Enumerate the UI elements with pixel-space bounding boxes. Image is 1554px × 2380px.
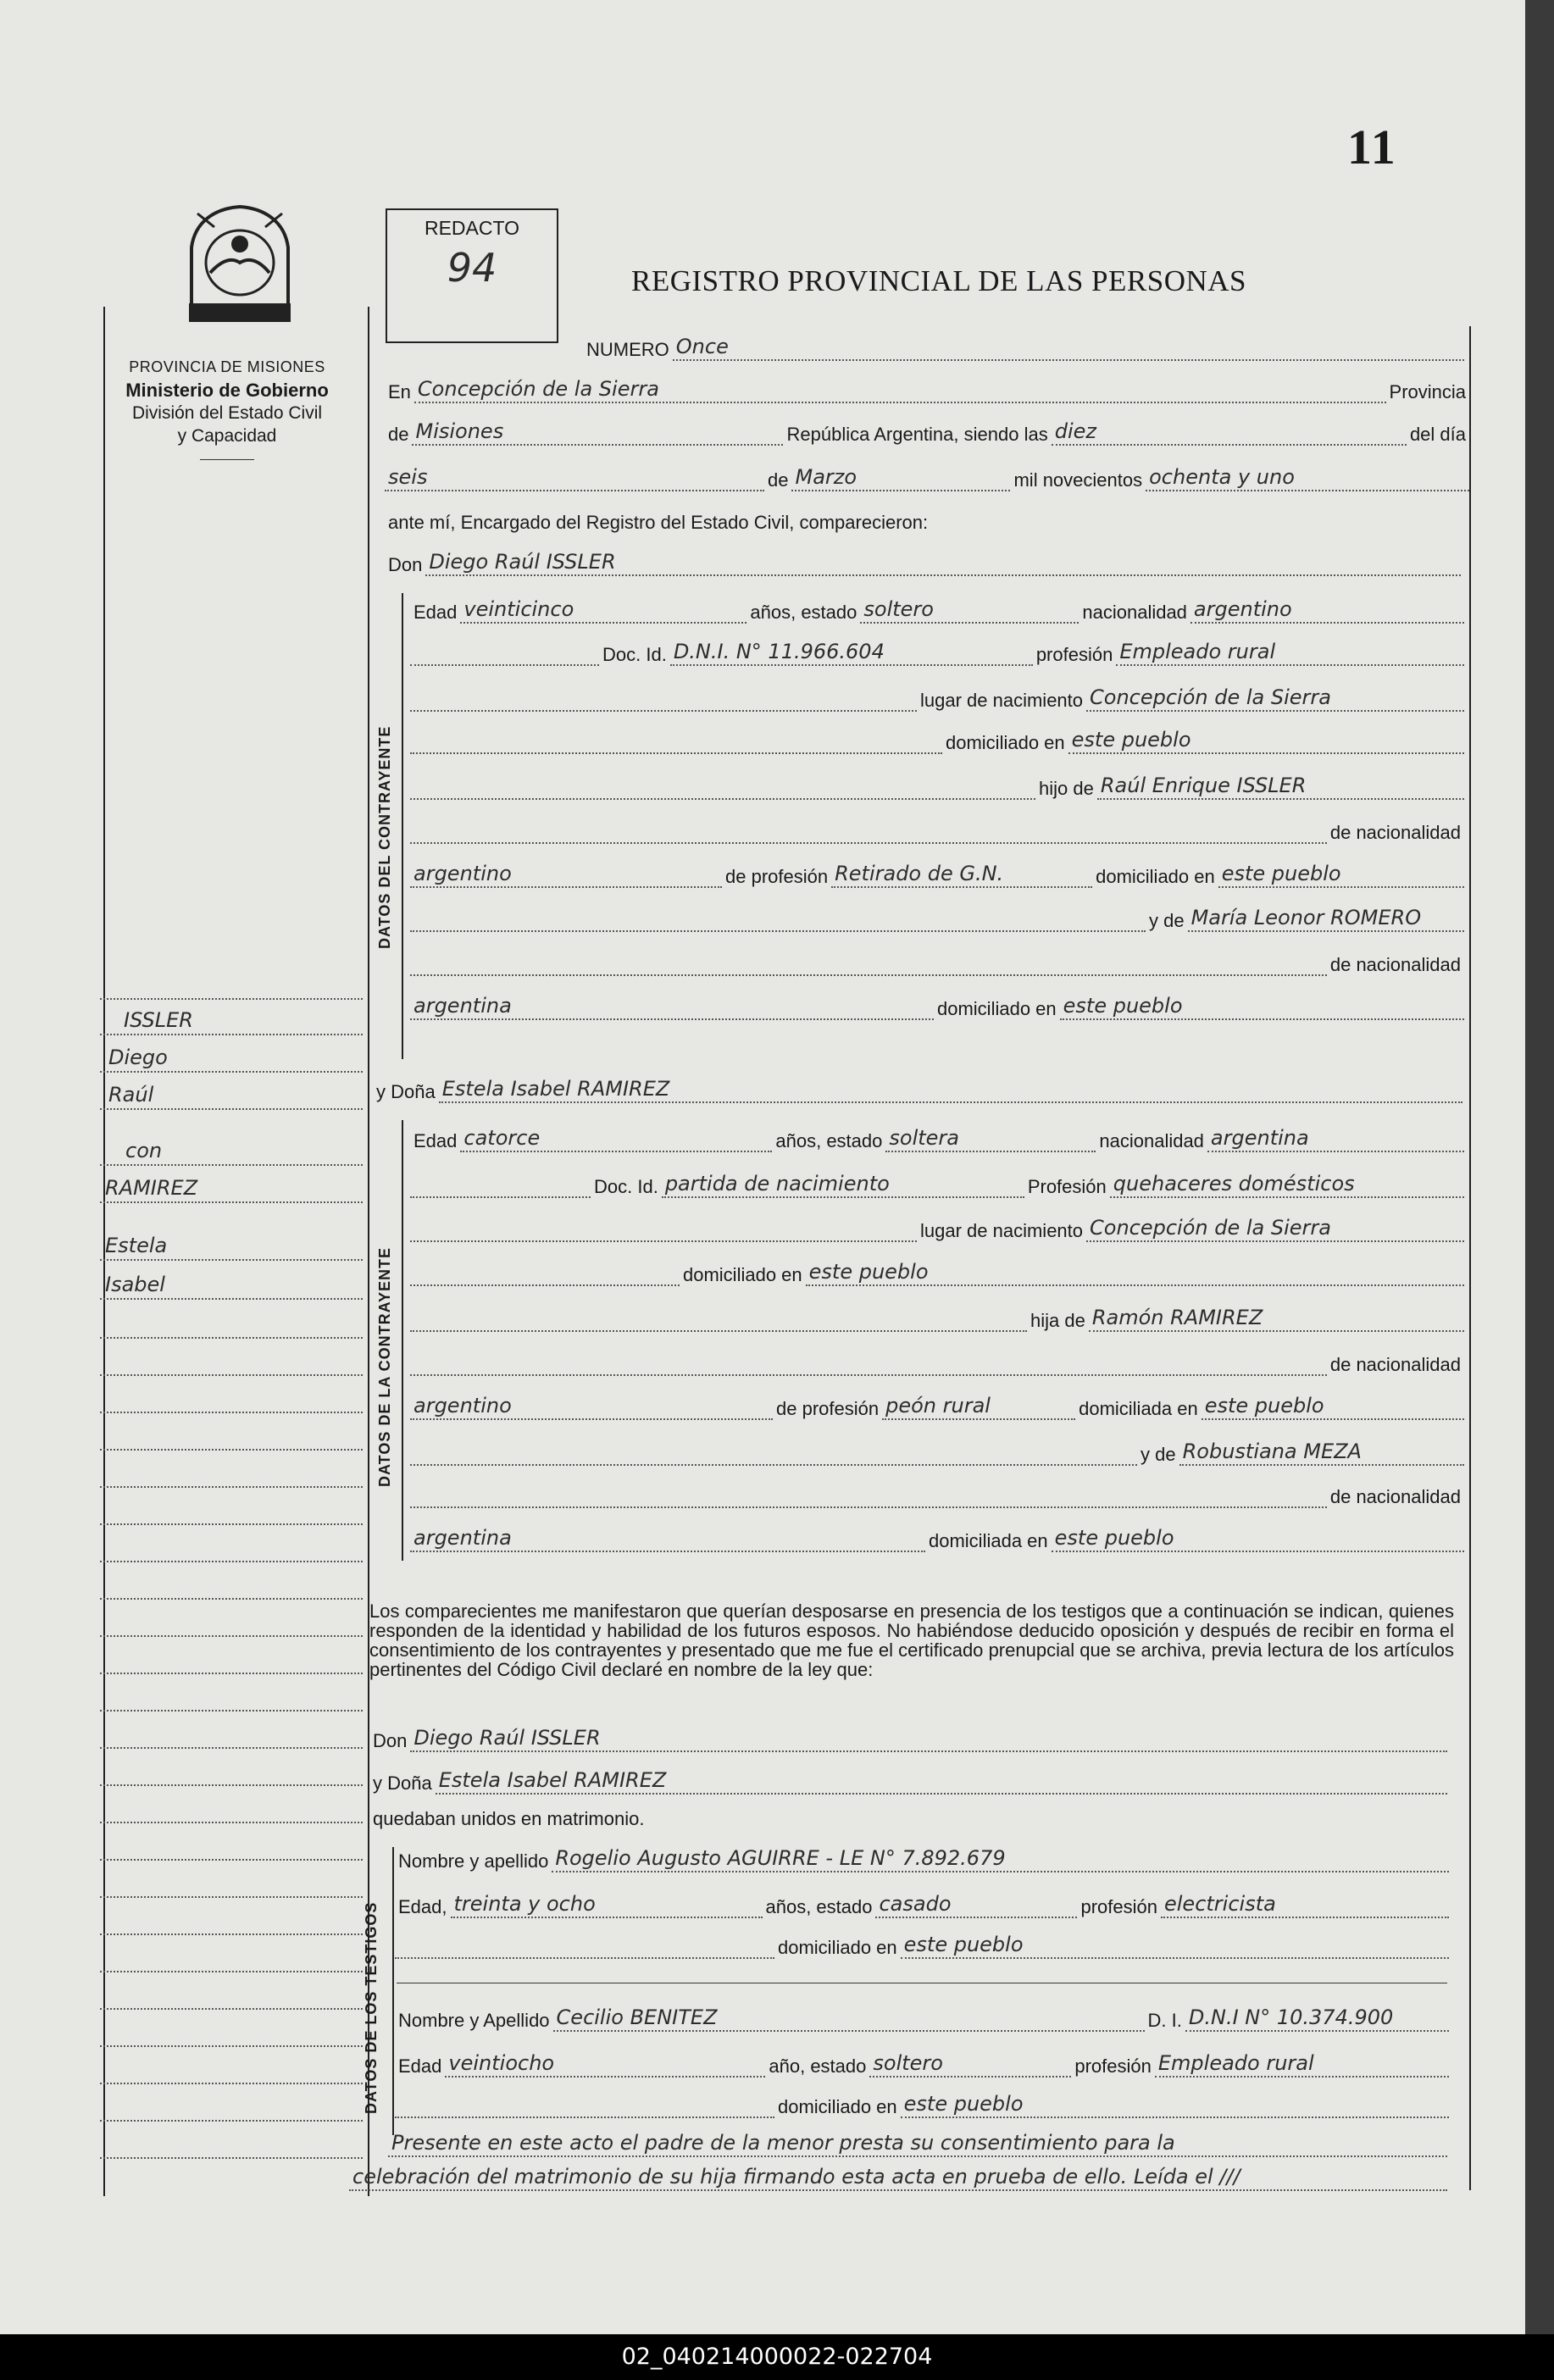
- redacto-box: [386, 208, 558, 343]
- don-field: Diego Raúl ISSLER: [425, 550, 1461, 576]
- contrayente-doc-row: Doc. Id. D.N.I. N° 11.966.604 profesión Empleado rural: [410, 637, 1464, 666]
- contrayenta-padre-nac-row: de nacionalidad: [410, 1347, 1464, 1376]
- contrayente-edad-row: Edad veinticinco años, estado soltero nacionalidad argentino: [410, 595, 1464, 624]
- testigos-section-label: DATOS DE LOS TESTIGOS: [363, 1901, 380, 2114]
- margin-blank-line: [100, 2084, 363, 2122]
- contrayente-padre-row: hijo de Raúl Enrique ISSLER: [410, 771, 1464, 800]
- testigos-bracket: [392, 1847, 394, 2135]
- contrayenta-padre-row: hija de Ramón RAMIREZ: [410, 1303, 1464, 1332]
- lugar-acta-field: Concepción de la Sierra: [414, 377, 1386, 403]
- testigo2-edad-row: Edad veintiocho año, estado soltero profesión Empleado rural: [395, 2049, 1449, 2078]
- margin-blank-line: [100, 1413, 363, 1451]
- contrayenta-dom-row: domiciliado en este pueblo: [410, 1257, 1464, 1286]
- testigo2-dom-row: domiciliado en este pueblo: [395, 2089, 1449, 2118]
- margin-blank-line: [100, 1376, 363, 1413]
- margin-blank-line: [100, 1823, 363, 1861]
- contrayenta-doc-row: Doc. Id. partida de nacimiento Profesión quehaceres domésticos: [410, 1169, 1464, 1198]
- margin-note: RAMIREZ: [100, 1166, 363, 1203]
- fecha-row: seis de Marzo mil novecientos ochenta y uno: [385, 463, 1469, 491]
- provincial-seal-icon: [185, 203, 295, 330]
- annotation-line-1: Presente en este acto el padre de la menor presta su consentimiento para la: [388, 2128, 1447, 2157]
- numero-field: Once: [673, 335, 1464, 361]
- margin-blank-line: [100, 1711, 363, 1749]
- margin-blank-line: [100, 2122, 363, 2159]
- contrayenta-bracket: [402, 1120, 403, 1561]
- margin-blank-line: [100, 1972, 363, 2010]
- margin-note: ISSLER: [100, 998, 363, 1035]
- mes-field: Marzo: [791, 465, 1010, 491]
- right-border: [1469, 326, 1471, 2190]
- margin-blank-line: [100, 1488, 363, 1525]
- ministry-block: [100, 356, 354, 460]
- contrayenta-lugar-row: lugar de nacimiento Concepción de la Sierra: [410, 1213, 1464, 1242]
- margin-note: con: [100, 1129, 363, 1166]
- margin-blank-line: [100, 1861, 363, 1898]
- contrayente-madre-row: y de María Leonor ROMERO: [410, 903, 1464, 932]
- dona-row: y Doña Estela Isabel RAMIREZ: [373, 1074, 1462, 1103]
- book-edge: [1525, 0, 1554, 2334]
- province-label: PROVINCIA DE MISIONES: [129, 358, 325, 375]
- contrayenta-edad-row: Edad catorce años, estado soltera nacionalidad argentina: [410, 1123, 1464, 1152]
- don-row: Don Diego Raúl ISSLER: [385, 547, 1461, 576]
- margin-blank-line: [100, 2010, 363, 2047]
- margin-blank-line: [100, 1674, 363, 1711]
- ante-row: ante mí, Encargado del Registro del Estado Civil, comparecieron:: [388, 512, 929, 533]
- en-row: En Concepción de la Sierra Provincia: [388, 377, 1466, 402]
- contrayente-bracket: [402, 593, 403, 1059]
- annotation-line-2: celebración del matrimonio de su hija firmando esta acta en prueba de ello. Leída el ///: [349, 2162, 1447, 2191]
- margin-blank-line: [100, 1301, 363, 1339]
- scan-id-footer: 02_040214000022-022704: [0, 2334, 1554, 2380]
- divider: [200, 459, 254, 460]
- contrayenta-padre-prof-row: argentino de profesión peón rural domiciliada en este pueblo: [410, 1391, 1464, 1420]
- contrayente-lugar-row: lugar de nacimiento Concepción de la Sierra: [410, 683, 1464, 712]
- contrayente-madre-dom-row: argentina domiciliado en este pueblo: [410, 991, 1464, 1020]
- margin-blank-line: [100, 1898, 363, 1935]
- margin-blank-line: [100, 1637, 363, 1674]
- margin-blank-line: [100, 1525, 363, 1562]
- declaration-paragraph: Los comparecientes me manifestaron que querían desposarse en presencia de los testigos que a continuación se indican, quienes responden de la identidad y habilidad de los futuros esposos. No habiéndose deducido oposición y después de recibir en forma el consentimiento de los contrayentes y presentado que me fue el certificado prenupcial que se archiva, previa lectura de los artículos pertinentes del Código Civil declaré en nombre de la ley que:: [369, 1601, 1454, 1680]
- contrayente-section-label: DATOS DEL CONTRAYENTE: [376, 725, 393, 949]
- anio-field: ochenta y uno: [1146, 465, 1469, 491]
- union-don-field: Diego Raúl ISSLER: [410, 1726, 1447, 1752]
- contrayenta-section-label: DATOS DE LA CONTRAYENTE: [376, 1246, 393, 1487]
- capacity-label: y Capacidad: [177, 426, 277, 446]
- margin-blank-line: [100, 1451, 363, 1488]
- ministry-label: Ministerio de Gobierno: [125, 380, 329, 401]
- dia-field: seis: [385, 465, 764, 491]
- redacto-label: REDACTO: [424, 217, 520, 239]
- contrayente-madre-nac-row: de nacionalidad: [410, 947, 1464, 976]
- hora-field: diez: [1052, 419, 1407, 446]
- redacto-number: 94: [447, 245, 497, 291]
- union-closing-row: quedaban unidos en matrimonio.: [373, 1808, 645, 1829]
- testigo2-name-row: Nombre y Apellido Cecilio BENITEZ D. I. D.N.I N° 10.374.900: [395, 2003, 1449, 2032]
- margin-note: Raúl: [100, 1073, 363, 1110]
- margin-blank-line: [100, 1935, 363, 1972]
- contrayente-dom-row: domiciliado en este pueblo: [410, 725, 1464, 754]
- contrayenta-madre-dom-row: argentina domiciliada en este pueblo: [410, 1523, 1464, 1552]
- numero-row: NUMERO Once: [583, 332, 1464, 361]
- testigo1-edad-row: Edad, treinta y ocho años, estado casado profesión electricista: [395, 1889, 1449, 1918]
- margin-blank-line: [100, 1749, 363, 1786]
- provincia-field: Misiones: [412, 419, 783, 446]
- contrayenta-madre-row: y de Robustiana MEZA: [410, 1437, 1464, 1466]
- union-dona-field: Estela Isabel RAMIREZ: [436, 1768, 1447, 1795]
- margin-blank-line: [100, 1786, 363, 1823]
- contrayenta-madre-nac-row: de nacionalidad: [410, 1479, 1464, 1508]
- margin-note: Estela: [100, 1223, 363, 1261]
- testigo1-name-row: Nombre y apellido Rogelio Augusto AGUIRRE - LE N° 7.892.679: [395, 1844, 1449, 1872]
- margin-blank-line: [100, 1600, 363, 1637]
- union-dona-row: y Doña Estela Isabel RAMIREZ: [369, 1766, 1447, 1795]
- contrayente-padre-prof-row: argentino de profesión Retirado de G.N. domiciliado en este pueblo: [410, 859, 1464, 888]
- margin-blank-line: [100, 2047, 363, 2084]
- margin-blank-line: [100, 1339, 363, 1376]
- union-don-row: Don Diego Raúl ISSLER: [369, 1723, 1447, 1752]
- margin-blank-line: [100, 1562, 363, 1600]
- contrayente-padre-nac-row: de nacionalidad: [410, 815, 1464, 844]
- de-row: de Misiones República Argentina, siendo las diez del día: [388, 419, 1466, 445]
- page-number: 11: [1347, 119, 1397, 175]
- margin-blank-line: [100, 963, 363, 1000]
- page-title: REGISTRO PROVINCIAL DE LAS PERSONAS: [631, 264, 1246, 297]
- margin-note: Isabel: [100, 1262, 363, 1300]
- division-label: División del Estado Civil: [131, 403, 323, 423]
- testigo1-dom-row: domiciliado en este pueblo: [395, 1930, 1449, 1959]
- dona-field: Estela Isabel RAMIREZ: [439, 1077, 1462, 1103]
- margin-note: Diego: [100, 1035, 363, 1073]
